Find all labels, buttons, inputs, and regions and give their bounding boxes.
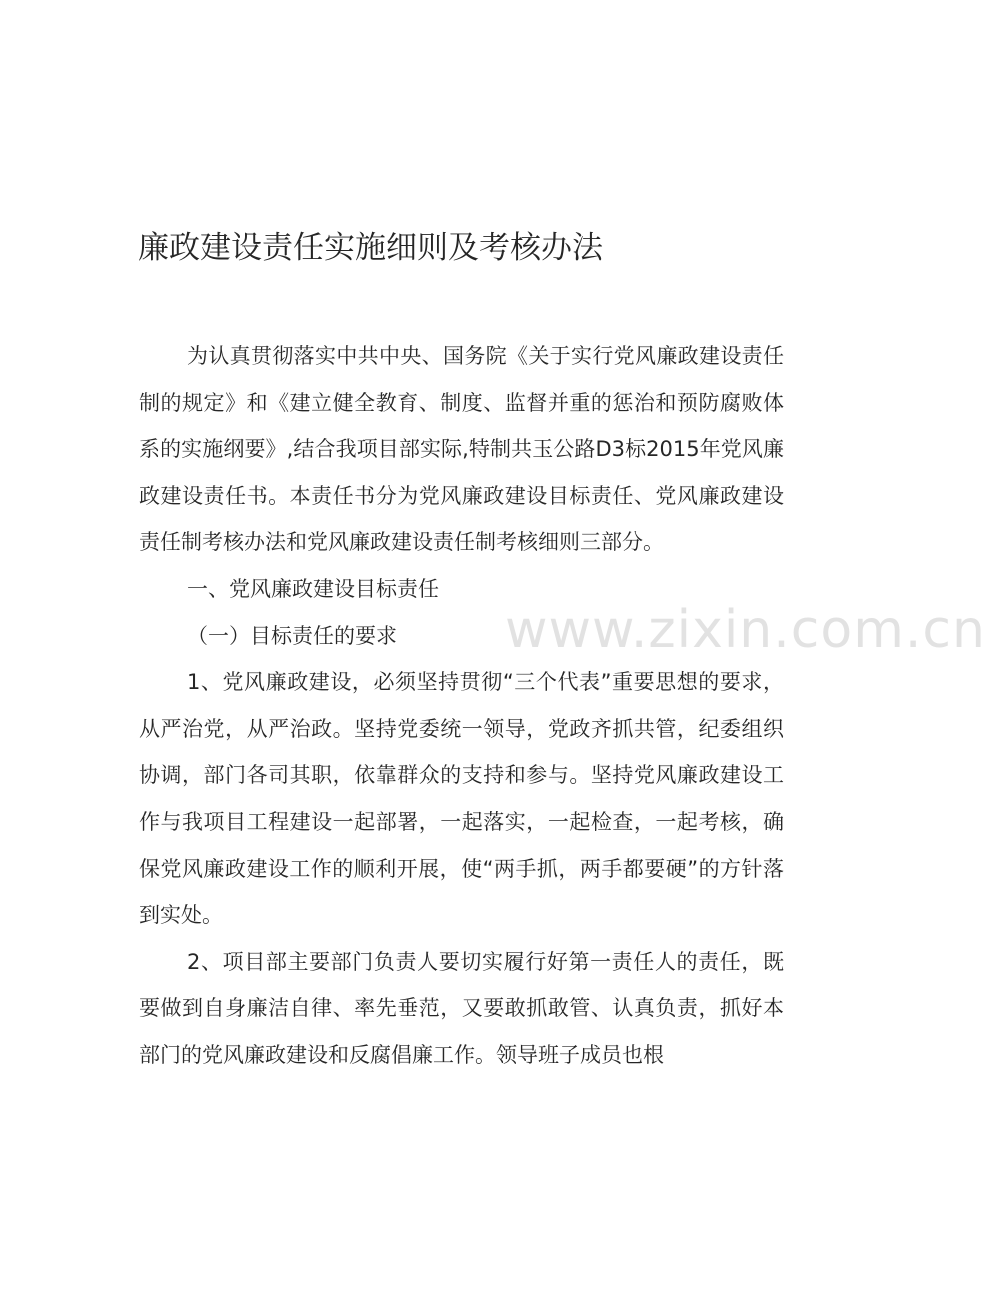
section-heading-1: 一、党风廉政建设目标责任 [187, 576, 439, 601]
document-title: 廉政建设责任实施细则及考核办法 [138, 230, 603, 266]
watermark-text: www.zixin.com.cn [505, 600, 986, 660]
paragraph-item-1: 1、党风廉政建设，必须坚持贯彻“三个代表”重要思想的要求，从严治党，从严治政。坚持党委统一领导，党政齐抓共管，纪委组织协调，部门各司其职，依靠群众的支持和参与。坚持党风廉政建设工作与我项目工程建设一起部署，一起落实，一起检查，一起考核，确保党风廉政建设工作的顺利开展，使“两手抓，两手都要硬”的方针落到实处。 [139, 670, 784, 928]
document-body [139, 333, 784, 1079]
subsection-heading-1: （一）目标责任的要求 [187, 623, 397, 648]
paragraph-item-2: 2、项目部主要部门负责人要切实履行好第一责任人的责任，既要做到自身廉洁自律、率先垂范，又要敢抓敢管、认真负责，抓好本部门的党风廉政建设和反腐倡廉工作。领导班子成员也根 [139, 949, 784, 1067]
paragraph-intro: 为认真贯彻落实中共中央、国务院《关于实行党风廉政建设责任制的规定》和《建立健全教育、制度、监督并重的惩治和预防腐败体系的实施纲要》,结合我项目部实际,特制共玉公路D3标2015年党风廉政建设责任书。本责任书分为党风廉政建设目标责任、党风廉政建设责任制考核办法和党风廉政建设责任制考核细则三部分。 [139, 344, 784, 555]
